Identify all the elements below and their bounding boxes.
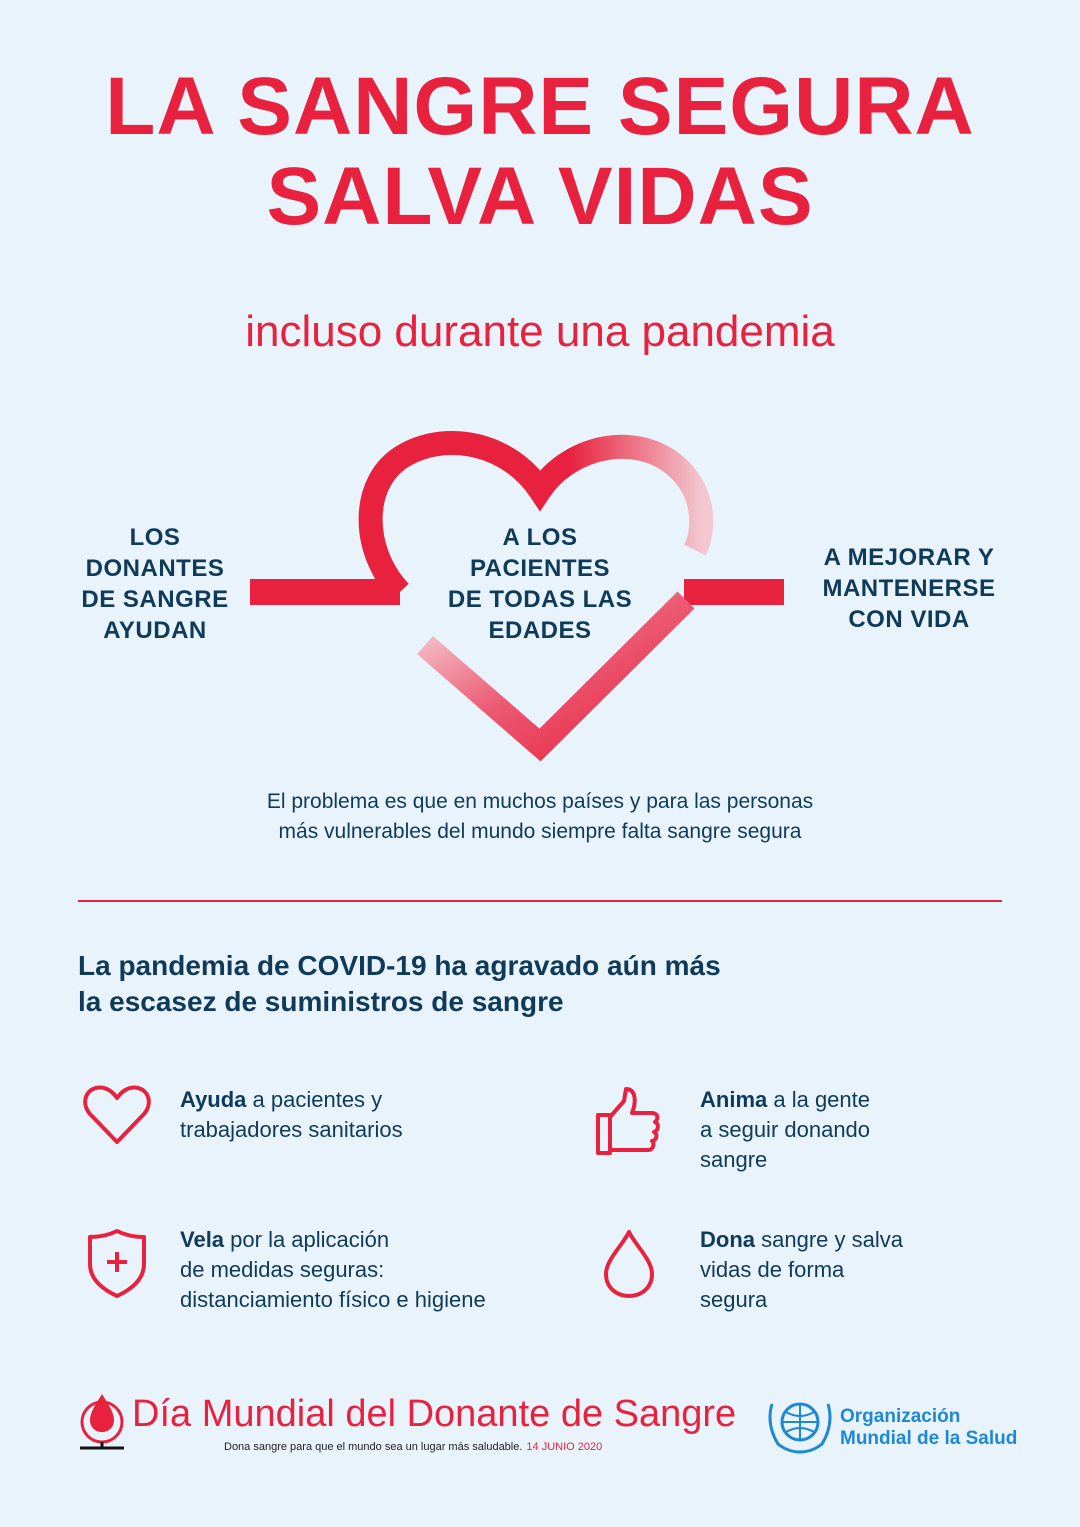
tip-text: por la aplicación [224, 1227, 390, 1252]
left-label-line: LOS [129, 524, 181, 551]
tip-text: sangre [700, 1147, 768, 1172]
tip-text: distanciamiento físico e higiene [180, 1287, 486, 1312]
center-label-line: DE TODAS LAS [447, 586, 633, 613]
divider [78, 900, 1002, 902]
tip-text: segura [700, 1287, 768, 1312]
left-label-line: AYUDAN [103, 617, 207, 644]
campaign-title: Día Mundial del Donante de Sangre [132, 1393, 737, 1435]
problem-line: El problema es que en muchos países y para las personas [266, 790, 814, 813]
who-emblem-icon [766, 1392, 834, 1454]
heart-icon [82, 1080, 152, 1150]
right-line [684, 579, 784, 605]
tip-text: trabajadores sanitarios [180, 1117, 403, 1142]
tip-bold: Vela [180, 1227, 225, 1252]
tip-bold: Dona [700, 1227, 755, 1252]
right-label [800, 542, 1018, 635]
center-label [420, 522, 660, 646]
center-label-line: EDADES [488, 617, 592, 644]
title-line-1: LA SANGRE SEGURA [105, 61, 975, 152]
left-label [60, 522, 250, 646]
subtitle: incluso durante una pandemia [245, 307, 835, 356]
left-label-line: DONANTES [85, 555, 225, 582]
tip-bold: Anima [700, 1087, 768, 1112]
right-label-line: CON VIDA [848, 606, 970, 633]
campaign-date: 14 JUNIO 2020 [526, 1441, 603, 1453]
covid-heading-line: La pandemia de COVID-19 ha agravado aún más [78, 950, 721, 981]
right-label-line: MANTENERSE [822, 575, 996, 602]
tip-text: vidas de forma [700, 1257, 845, 1282]
campaign-logo-icon [74, 1390, 132, 1452]
shield-cross-icon [82, 1228, 152, 1298]
tip-vela [180, 1225, 580, 1315]
covid-heading [78, 948, 978, 1020]
who-name-line: Mundial de la Salud [840, 1428, 1018, 1449]
tip-text: a la gente [767, 1087, 870, 1112]
tip-text: sangre y salva [755, 1227, 903, 1252]
left-line [250, 579, 400, 605]
tagline-text: Dona sangre para que el mundo sea un lugar más saludable. [224, 1441, 523, 1453]
right-label-line: A MEJORAR Y [823, 544, 995, 571]
thumbs-up-icon [594, 1085, 664, 1155]
title-line-2: SALVA VIDAS [266, 151, 814, 242]
problem-statement [0, 787, 1080, 847]
center-label-line: A LOS [502, 524, 578, 551]
tip-text: a pacientes y [246, 1087, 383, 1112]
who-name [840, 1406, 1017, 1450]
tip-text: a seguir donando [700, 1117, 871, 1142]
tip-bold: Ayuda [180, 1087, 247, 1112]
covid-heading-line: la escasez de suministros de sangre [78, 986, 564, 1017]
tip-anima [700, 1085, 1000, 1175]
blood-drop-icon [594, 1228, 664, 1298]
center-label-line: PACIENTES [469, 555, 611, 582]
tip-ayuda [180, 1085, 560, 1145]
campaign-tagline [224, 1440, 602, 1454]
problem-line: más vulnerables del mundo siempre falta sangre segura [278, 820, 802, 843]
tip-dona [700, 1225, 1000, 1315]
who-name-line: Organización [840, 1406, 961, 1427]
tip-text: de medidas seguras: [180, 1257, 385, 1282]
left-label-line: DE SANGRE [81, 586, 229, 613]
